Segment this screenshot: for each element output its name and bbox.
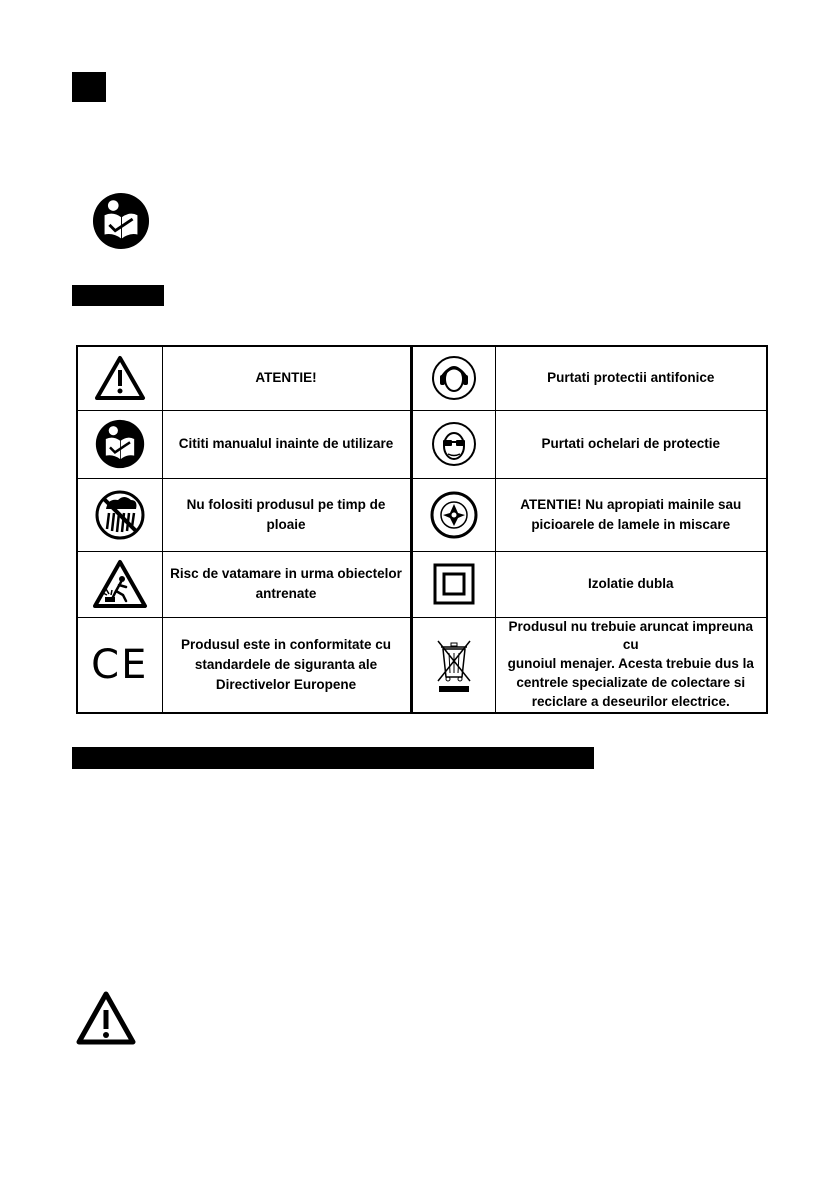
weee-bin-icon xyxy=(411,617,495,713)
warning-triangle-icon xyxy=(75,990,137,1046)
keep-hands-feet-away-icon xyxy=(411,478,495,551)
symbol-description: Produsul este in conformitate cu standardele de siguranta ale Directivelor Europene xyxy=(162,617,411,713)
table-row xyxy=(77,617,767,713)
symbol-description: Nu folositi produsul pe timp de ploaie xyxy=(162,478,411,551)
ear-protection-icon xyxy=(411,346,495,410)
ce-mark-icon: CE xyxy=(77,617,162,713)
eye-protection-icon xyxy=(411,410,495,478)
warning-triangle-icon xyxy=(77,346,162,410)
double-insulation-icon xyxy=(411,551,495,617)
table-row xyxy=(77,478,767,551)
section-heading-bar xyxy=(72,285,164,306)
symbol-description: ATENTIE! Nu apropiati mainile sau picioarele de lamele in miscare xyxy=(495,478,767,551)
language-badge xyxy=(72,72,106,102)
table-row xyxy=(77,346,767,410)
read-manual-icon xyxy=(92,192,150,250)
thrown-objects-icon xyxy=(77,551,162,617)
table-row xyxy=(77,551,767,617)
safety-symbols-table xyxy=(76,345,768,714)
symbol-description: Purtati ochelari de protectie xyxy=(495,410,767,478)
symbol-description: Produsul nu trebuie aruncat impreuna cu gunoiul menajer. Acesta trebuie dus la centrele specializate de colectare si reciclare a deseurilor electrice. xyxy=(495,617,767,713)
read-manual-icon xyxy=(77,410,162,478)
symbol-description: Risc de vatamare in urma obiectelor antrenate xyxy=(162,551,411,617)
table-row xyxy=(77,410,767,478)
symbol-description: Cititi manualul inainte de utilizare xyxy=(162,410,411,478)
section-heading-bar xyxy=(72,747,594,769)
symbol-description: Purtati protectii antifonice xyxy=(495,346,767,410)
no-rain-icon xyxy=(77,478,162,551)
symbol-description: Izolatie dubla xyxy=(495,551,767,617)
symbol-description: ATENTIE! xyxy=(162,346,411,410)
